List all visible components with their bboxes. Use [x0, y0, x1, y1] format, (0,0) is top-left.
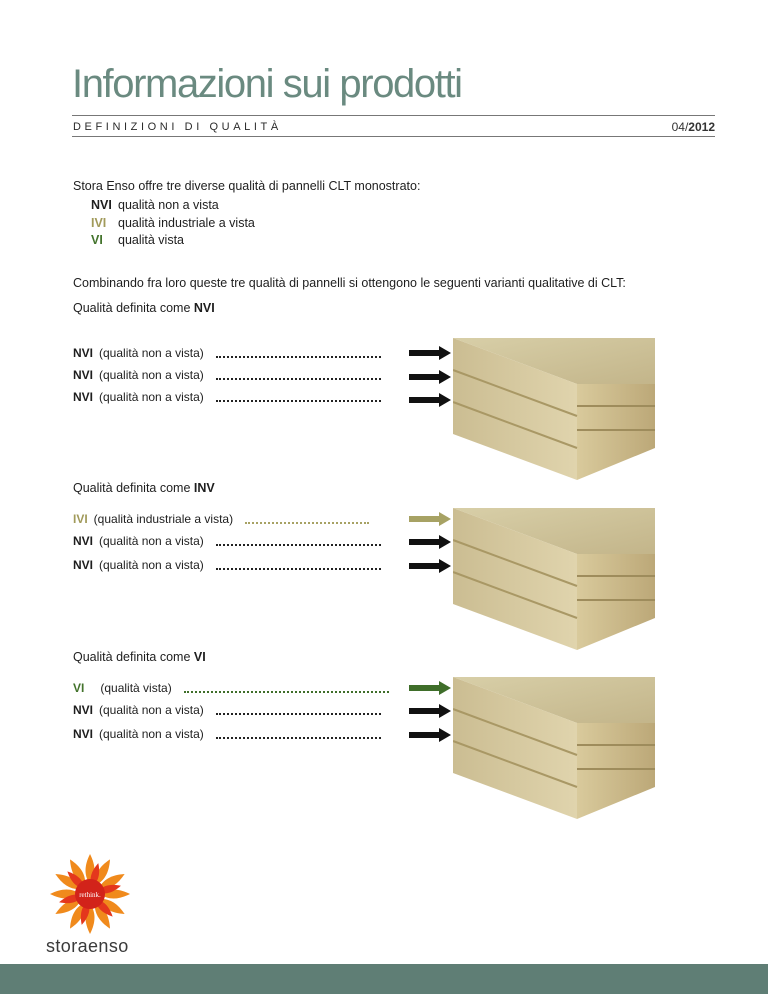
- layer-row: NVI (qualità non a vista): [73, 533, 381, 549]
- combine-text: Combinando fra loro queste tre qualità di pannelli si ottengono le seguenti varianti qualitative di CLT:: [73, 276, 626, 290]
- arrow-right-icon: [409, 370, 451, 384]
- arrow-right-icon: [409, 535, 451, 549]
- section-title-nvi: Qualità definita come NVI: [73, 301, 215, 315]
- arrow-right-icon: [409, 512, 451, 526]
- brand-name: storaenso: [46, 936, 129, 956]
- arrow-right-icon: [409, 559, 451, 573]
- quality-item: NVI qualità non a vista: [91, 198, 219, 212]
- header-rule-top: [72, 115, 715, 116]
- layer-row: NVI (qualità non a vista): [73, 367, 381, 383]
- header-rule-bottom: [72, 136, 715, 137]
- quality-list: [91, 197, 255, 250]
- page-subtitle: DEFINIZIONI DI QUALITÀ: [73, 121, 282, 133]
- section-title-vi: Qualità definita come VI: [73, 650, 206, 664]
- stora-enso-logo: [44, 852, 140, 936]
- quality-item: VI qualità vista: [91, 233, 185, 247]
- quality-item: IVI qualità industriale a vista: [91, 215, 255, 230]
- clt-panel-image-inv: [453, 508, 655, 650]
- layer-row: NVI (qualità non a vista): [73, 389, 381, 405]
- arrow-right-icon: [409, 393, 451, 407]
- layer-row: NVI (qualità non a vista): [73, 345, 381, 361]
- section-title-inv: Qualità definita come INV: [73, 481, 215, 495]
- layer-row: VI (qualità vista): [73, 680, 389, 696]
- arrow-right-icon: [409, 704, 451, 718]
- arrow-right-icon: [409, 681, 451, 695]
- layer-row: NVI (qualità non a vista): [73, 702, 381, 718]
- arrow-right-icon: [409, 728, 451, 742]
- layer-row: NVI (qualità non a vista): [73, 726, 381, 742]
- clt-panel-image-nvi: [453, 338, 655, 480]
- issue-date: 04/2012: [671, 120, 715, 134]
- layer-row: IVI (qualità industriale a vista): [73, 511, 369, 527]
- footer-bar: [0, 964, 768, 994]
- layer-row: NVI (qualità non a vista): [73, 557, 381, 573]
- svg-text:rethink.: rethink.: [79, 891, 101, 899]
- page-title: Informazioni sui prodotti: [72, 62, 462, 106]
- arrow-right-icon: [409, 346, 451, 360]
- intro-text: Stora Enso offre tre diverse qualità di pannelli CLT monostrato:: [73, 179, 421, 193]
- clt-panel-image-vi: [453, 677, 655, 819]
